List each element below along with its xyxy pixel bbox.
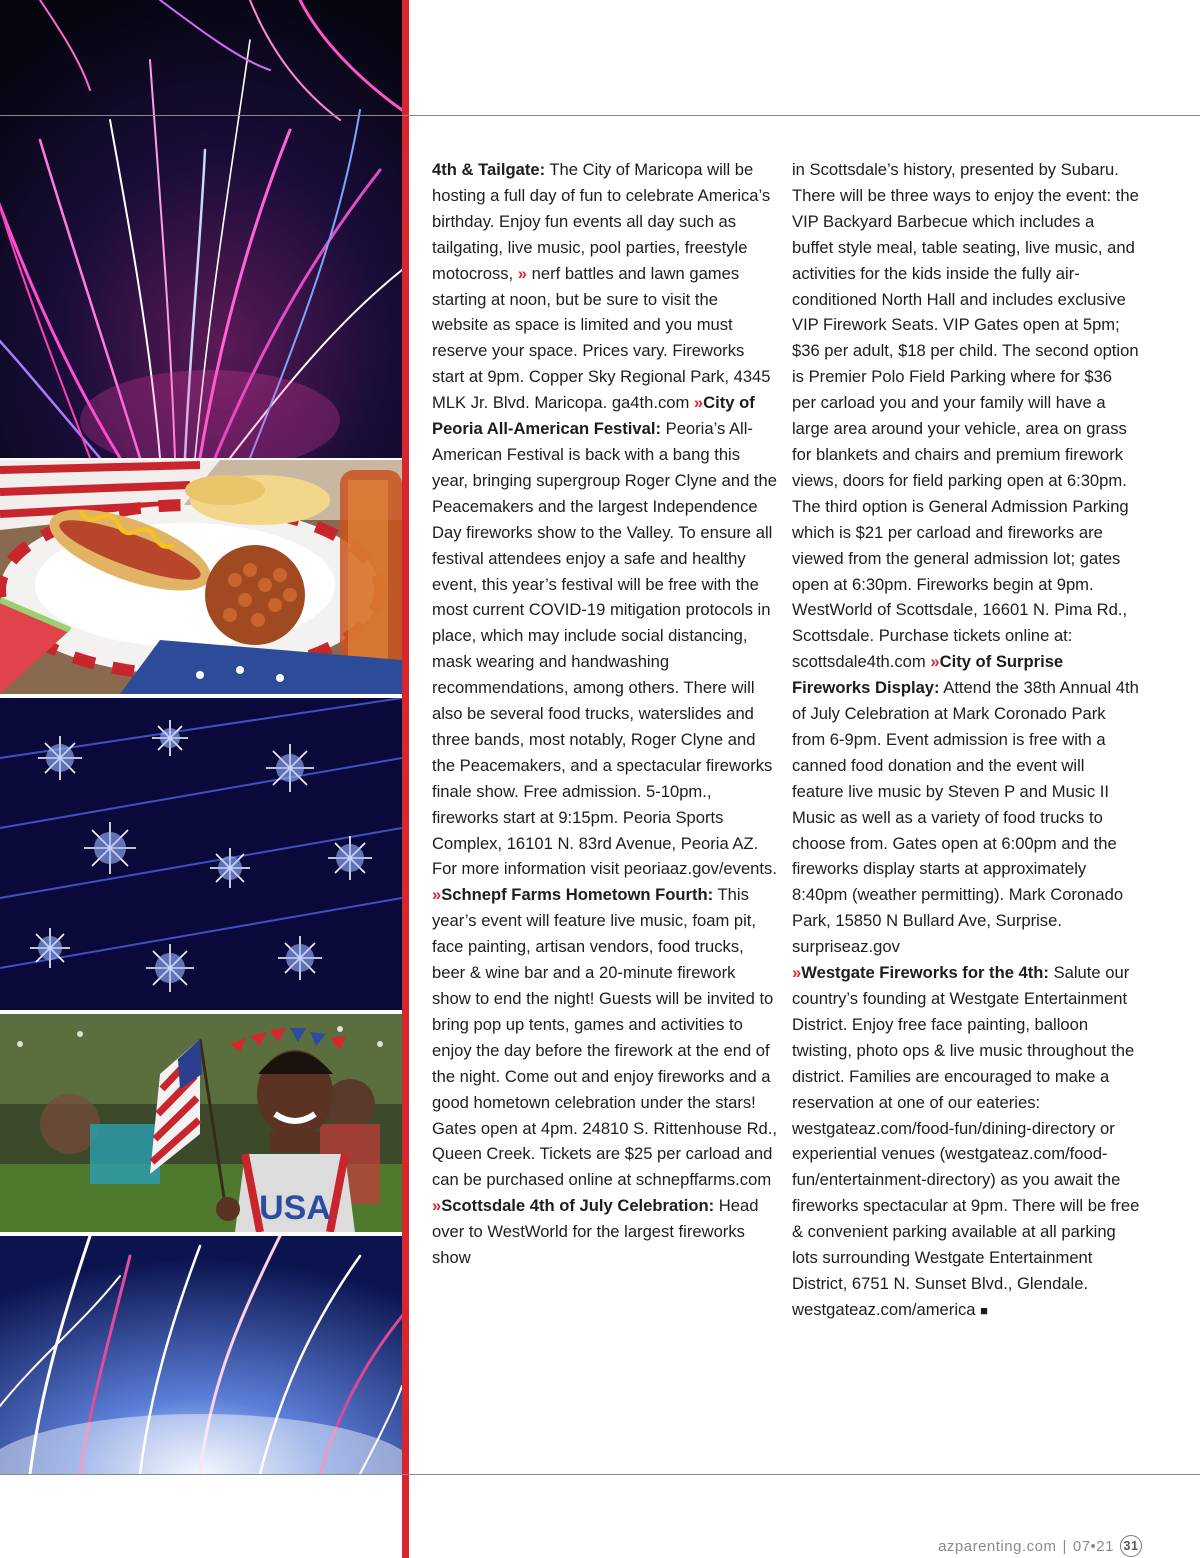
footer-site: azparenting.com [938, 1537, 1057, 1555]
bottom-divider [0, 1474, 1200, 1475]
kid-with-flag-photo [0, 1014, 402, 1232]
event-text-westgate: Salute our country’s founding at Westgate Entertainment District. Enjoy free face painting, balloon twisting, photo ops & live music throughout the district. Families are encouraged to make a reservation at one of our eateries: westgateaz.com/food-fun/dining-directory or experiential venues (westgateaz.com/food-fun/entertainment-directory) as you await the fireworks spectacular at 9pm. There will be free & convenient parking available at all parking lots surrounding Westgate Entertainment District, 6751 N. Sunset Blvd., Glendale. westgateaz.com/america [792, 963, 1140, 1319]
food-photo [0, 460, 402, 694]
svg-text:USA: USA [259, 1189, 331, 1227]
event-title-westgate: Westgate Fireworks for the 4th: [801, 963, 1049, 983]
top-divider [0, 115, 1200, 116]
arrow-icon: » [930, 652, 940, 672]
arrow-icon: » [432, 1196, 442, 1216]
page-footer [938, 1535, 1142, 1557]
event-text-scottsdale: Head over to WestWorld for the largest fireworks show [432, 1196, 759, 1268]
event-title-schnepf: Schnepf Farms Hometown Fourth: [441, 885, 714, 905]
fireworks-photo-middle [0, 698, 402, 1010]
event-text-4th-tailgate-cont: nerf battles and lawn games starting at noon, but be sure to visit the website as space is limited and you must reserve your space. Prices vary. Fireworks start at 9pm. Copper Sky Regional Park, 4345 MLK Jr. Blvd. Maricopa. ga4th.com [432, 263, 771, 413]
footer-issue: 07•21 [1072, 1537, 1114, 1555]
event-text-schnepf: This year’s event will feature live music, foam pit, face painting, artisan vendors, food trucks, beer & wine bar and a 20-minute firework show to end the night! Guests will be invited to bring pop up tents, games and activities to enjoy the day before the firework at the end of the night. Come out and enjoy fireworks and a good hometown celebration under the stars! Gates open at 4pm. 24810 S. Rittenhouse Rd., Queen Creek. Tickets are $25 per carload and can be purchased online at schnepffarms.com [432, 885, 778, 1190]
fireworks-photo-bottom [0, 1236, 402, 1474]
end-mark-icon: ■ [980, 1302, 988, 1318]
photo-strip [0, 0, 402, 1558]
event-text-scottsdale-cont: in Scottsdale’s history, presented by Subaru. There will be three ways to enjoy the event: the VIP Backyard Barbecue which includes a buffet style meal, table seating, live music, and activities for the kids inside the fully air-conditioned North Hall and includes exclusive VIP Firework Seats. VIP Gates open at 5pm; $36 per adult, $18 per child. The second option is Premier Polo Field Parking where for $36 per carload you and your family will have a large area around your vehicle, area on grass for blankets and chairs and premium firework views, doors for field parking open at 6:30pm. The third option is General Admission Parking which is $21 per carload and fireworks are viewed from the general admission lot; gates open at 6:30pm. Fireworks begin at 9pm. WestWorld of Scottsdale, 16601 N. Pima Rd., Scottsdale. Purchase tickets online at: scottsdale4th.com [792, 160, 1139, 672]
red-vertical-rule [402, 0, 409, 1558]
article-column-right [792, 157, 1140, 1324]
event-title-scottsdale: Scottsdale 4th of July Celebration: [441, 1196, 715, 1216]
arrow-icon: » [432, 885, 442, 905]
event-title-peoria: City of Peoria All-American Festival: [432, 393, 755, 439]
event-text-surprise: Attend the 38th Annual 4th of July Celebration at Mark Coronado Park from 6-9pm. Event admission is free with a canned food donation and the event will feature live music by Steven P and Music II Music as well as a variety of food trucks to choose from. Gates open at 6:00pm and the fireworks display starts at approximately 8:40pm (weather permitting). Mark Coronado Park, 15850 N Bullard Ave, Surprise. surpriseaz.gov [792, 678, 1139, 957]
event-title-4th-tailgate: 4th & Tailgate: [432, 160, 546, 179]
event-text-4th-tailgate: The City of Maricopa will be hosting a full day of fun to celebrate America’s birthday. Enjoy fun events all day such as tailgating, live music, pool parties, freestyle motocross, [432, 160, 771, 283]
event-text-peoria: Peoria’s All-American Festival is back with a bang this year, bringing supergroup Roger Clyne and the Peacemakers and the largest Independence Day fireworks show to the Valley. To ensure all festival attendees enjoy a safe and healthy event, this year’s festival will be free with the most current COVID-19 mitigation protocols in place, which may include social distancing, mask wearing and handwashing recommendations, among others. There will also be several food trucks, waterslides and three bands, most notably, Roger Clyne and the Peacemakers, and a spectacular fireworks finale show. Free admission. 5-10pm., fireworks start at 9:15pm. Peoria Sports Complex, 16101 N. 83rd Avenue, Peoria AZ. For more information visit peoriaaz.gov/events. [432, 419, 778, 879]
fireworks-photo-top [0, 0, 402, 458]
arrow-icon: » [792, 963, 802, 983]
arrow-icon: » [693, 393, 704, 413]
footer-separator: | [1062, 1537, 1067, 1555]
article-column-left [432, 157, 778, 1271]
arrow-icon: » [517, 263, 527, 283]
page-number: 31 [1120, 1535, 1142, 1557]
event-title-surprise: City of Surprise Fireworks Display: [792, 652, 1064, 698]
